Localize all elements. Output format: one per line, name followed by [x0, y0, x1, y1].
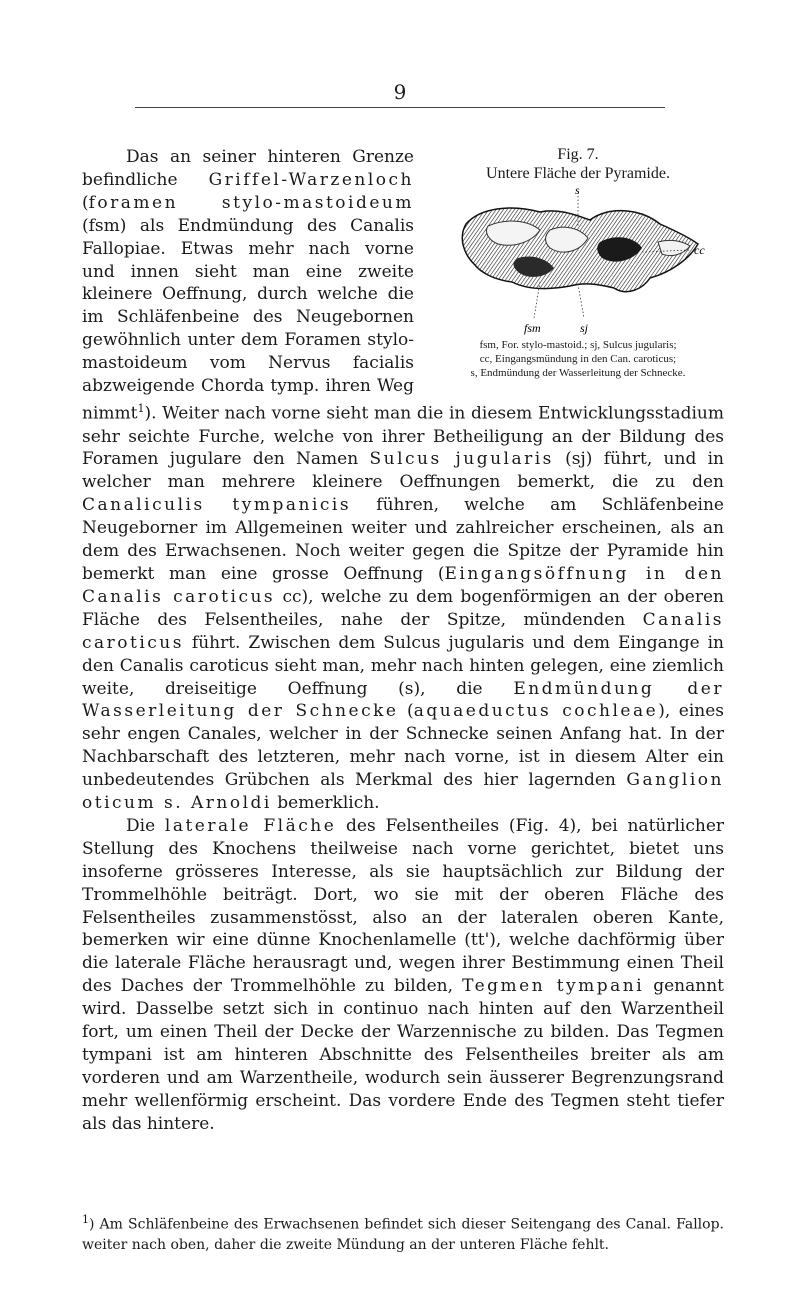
legend-line: cc, Eingangsmündung in den Can. caroticus; — [479, 353, 677, 365]
spaced-term: laterale Fläche — [164, 815, 337, 836]
footnote — [82, 1210, 724, 1255]
footnote-text: ) Am Schläfenbeine des Erwachsenen befindet sich dieser Seitengang des Canal. Fallop. weiter nach oben, daher die zweite Mündung an der unteren Fläche fehlt. — [82, 1216, 724, 1253]
spaced-term: Endmündung der Wasserleitung der Schnecke — [82, 678, 724, 722]
spaced-term: Canalis caroticus — [82, 609, 724, 653]
spaced-term: aquaeductus cochleae — [413, 701, 659, 722]
figure-7 — [428, 146, 728, 380]
text-run: ). Weiter nach vorne sieht man die in diesem Entwicklungsstadium sehr seichte Furche, welche von ihrer Betheiligung an der Bildung des Foramen jugulare den Namen — [82, 403, 724, 470]
text-run: führt. Zwischen dem Sulcus jugularis und dem Eingange in den Canalis caroticus sieht man, mehr nach hinten gelegen, eine ziemlich weite, dreiseitige Oeffnung (s), die — [82, 632, 724, 699]
text-run: bemerklich. — [271, 793, 380, 814]
legend-line: fsm, For. stylo-mastoid.; sj, Sulcus jugularis; — [479, 339, 677, 351]
footnote-marker: 1 — [82, 1213, 89, 1226]
spaced-term: foramen stylo-mastoideum — [88, 192, 414, 213]
body-text — [82, 146, 724, 1136]
spaced-term: Griffel-Warzenloch — [208, 169, 414, 190]
text-run: führen, welche am Schläfenbeine Neugeborner im Allgemeinen weiter und zahlreicher erscheinen, als an dem des Erwachsenen. Noch weiter gegen die Spitze der Pyramide hin bemerkt man eine grosse Oeffnung ( — [82, 495, 724, 584]
paragraph-2 — [82, 815, 724, 1136]
text-run: des Felsentheiles (Fig. 4), bei natürlicher Stellung des Knochens theilweise nach vorne gerichtet, bietet uns insoferne grösseres Interesse, als sie hauptsächlich zur Bildung der Trommelhöhle beiträgt. Dort, wo sie mit der oberen Fläche des Felsentheiles zusammenstösst, also an der lateralen oberen Kante, bemerken wir eine dünne Knochenlamelle (tt'), welche dachförmig über die laterale Fläche herausragt und, wegen ihrer Bestimmung einen Theil des Daches der Trommelhöhle zu bilden, — [82, 815, 725, 997]
bone-shape — [462, 208, 698, 292]
figure-label: Fig. 7. — [557, 146, 599, 163]
spaced-term: Ganglion oticum s. Arnoldi — [82, 770, 724, 814]
text-run: Die — [126, 815, 165, 836]
pyramid-illustration — [428, 186, 728, 336]
text-run: (fsm) als Endmündung des Canalis Fallopiae. Etwas mehr nach vorne und innen sieht man eine zweite kleinere Oeffnung, durch welche die im Schläfenbeine des Neugebornen gewöhnlich unter dem Foramen stylo-mastoideum vom Nervus facialis abzweigende Chorda tymp. ihren Weg nimmt — [82, 215, 414, 424]
spaced-term: Tegmen tympani — [462, 976, 645, 997]
text-run: ( — [82, 192, 89, 213]
footnote-ref: 1 — [137, 401, 145, 415]
figure-legend — [428, 338, 728, 380]
mark-cc: cc — [694, 243, 705, 257]
text-run: ( — [398, 701, 414, 722]
mark-sj: sj — [580, 321, 589, 335]
text-run: (sj) führt, und in welcher man mehrere kleinere Oeffnungen bemerkt, die zu den — [82, 449, 724, 493]
text-run: genannt wird. Dasselbe setzt sich in continuo nach hinten auf den Warzentheil fort, um einen Theil der Decke der Warzennische zu bilden. Das Tegmen tympani ist am hinteren Abschnitte des Felsentheiles breiter als am vorderen und am Warzentheile, wodurch sein äusserer Begrenzungsrand mehr wellenförmig erscheint. Das vordere Ende des Tegmen steht tiefer als das hintere. — [82, 976, 724, 1134]
page-number: 9 — [393, 80, 407, 104]
text-run: cc), welche zu dem bogenförmigen an der oberen Fläche des Felsentheiles, nahe der Spitze, mündenden — [82, 586, 724, 630]
header-rule — [135, 107, 665, 108]
text-run: ), eines sehr engen Canales, welcher in der Schnecke seinen Anfang hat. In der Nachbarschaft des letzteren, mehr nach vorne, ist in diesem Alter ein unbedeutendes Grübchen als Merkmal des hier lagernden — [82, 701, 725, 791]
spaced-term: Canaliculis tympanicis — [82, 495, 352, 516]
text-run: Das an seiner hinteren Grenze befindliche — [82, 147, 414, 190]
legend-line: s, Endmündung der Wasserleitung der Schnecke. — [470, 367, 686, 379]
spaced-term: Sulcus jugularis — [369, 449, 554, 470]
figure-caption: Untere Fläche der Pyramide. — [486, 165, 670, 182]
mark-fsm: fsm — [524, 321, 541, 335]
mark-s: s — [575, 186, 580, 197]
spaced-term: Eingangsöffnung in den Canalis caroticus — [82, 563, 724, 607]
